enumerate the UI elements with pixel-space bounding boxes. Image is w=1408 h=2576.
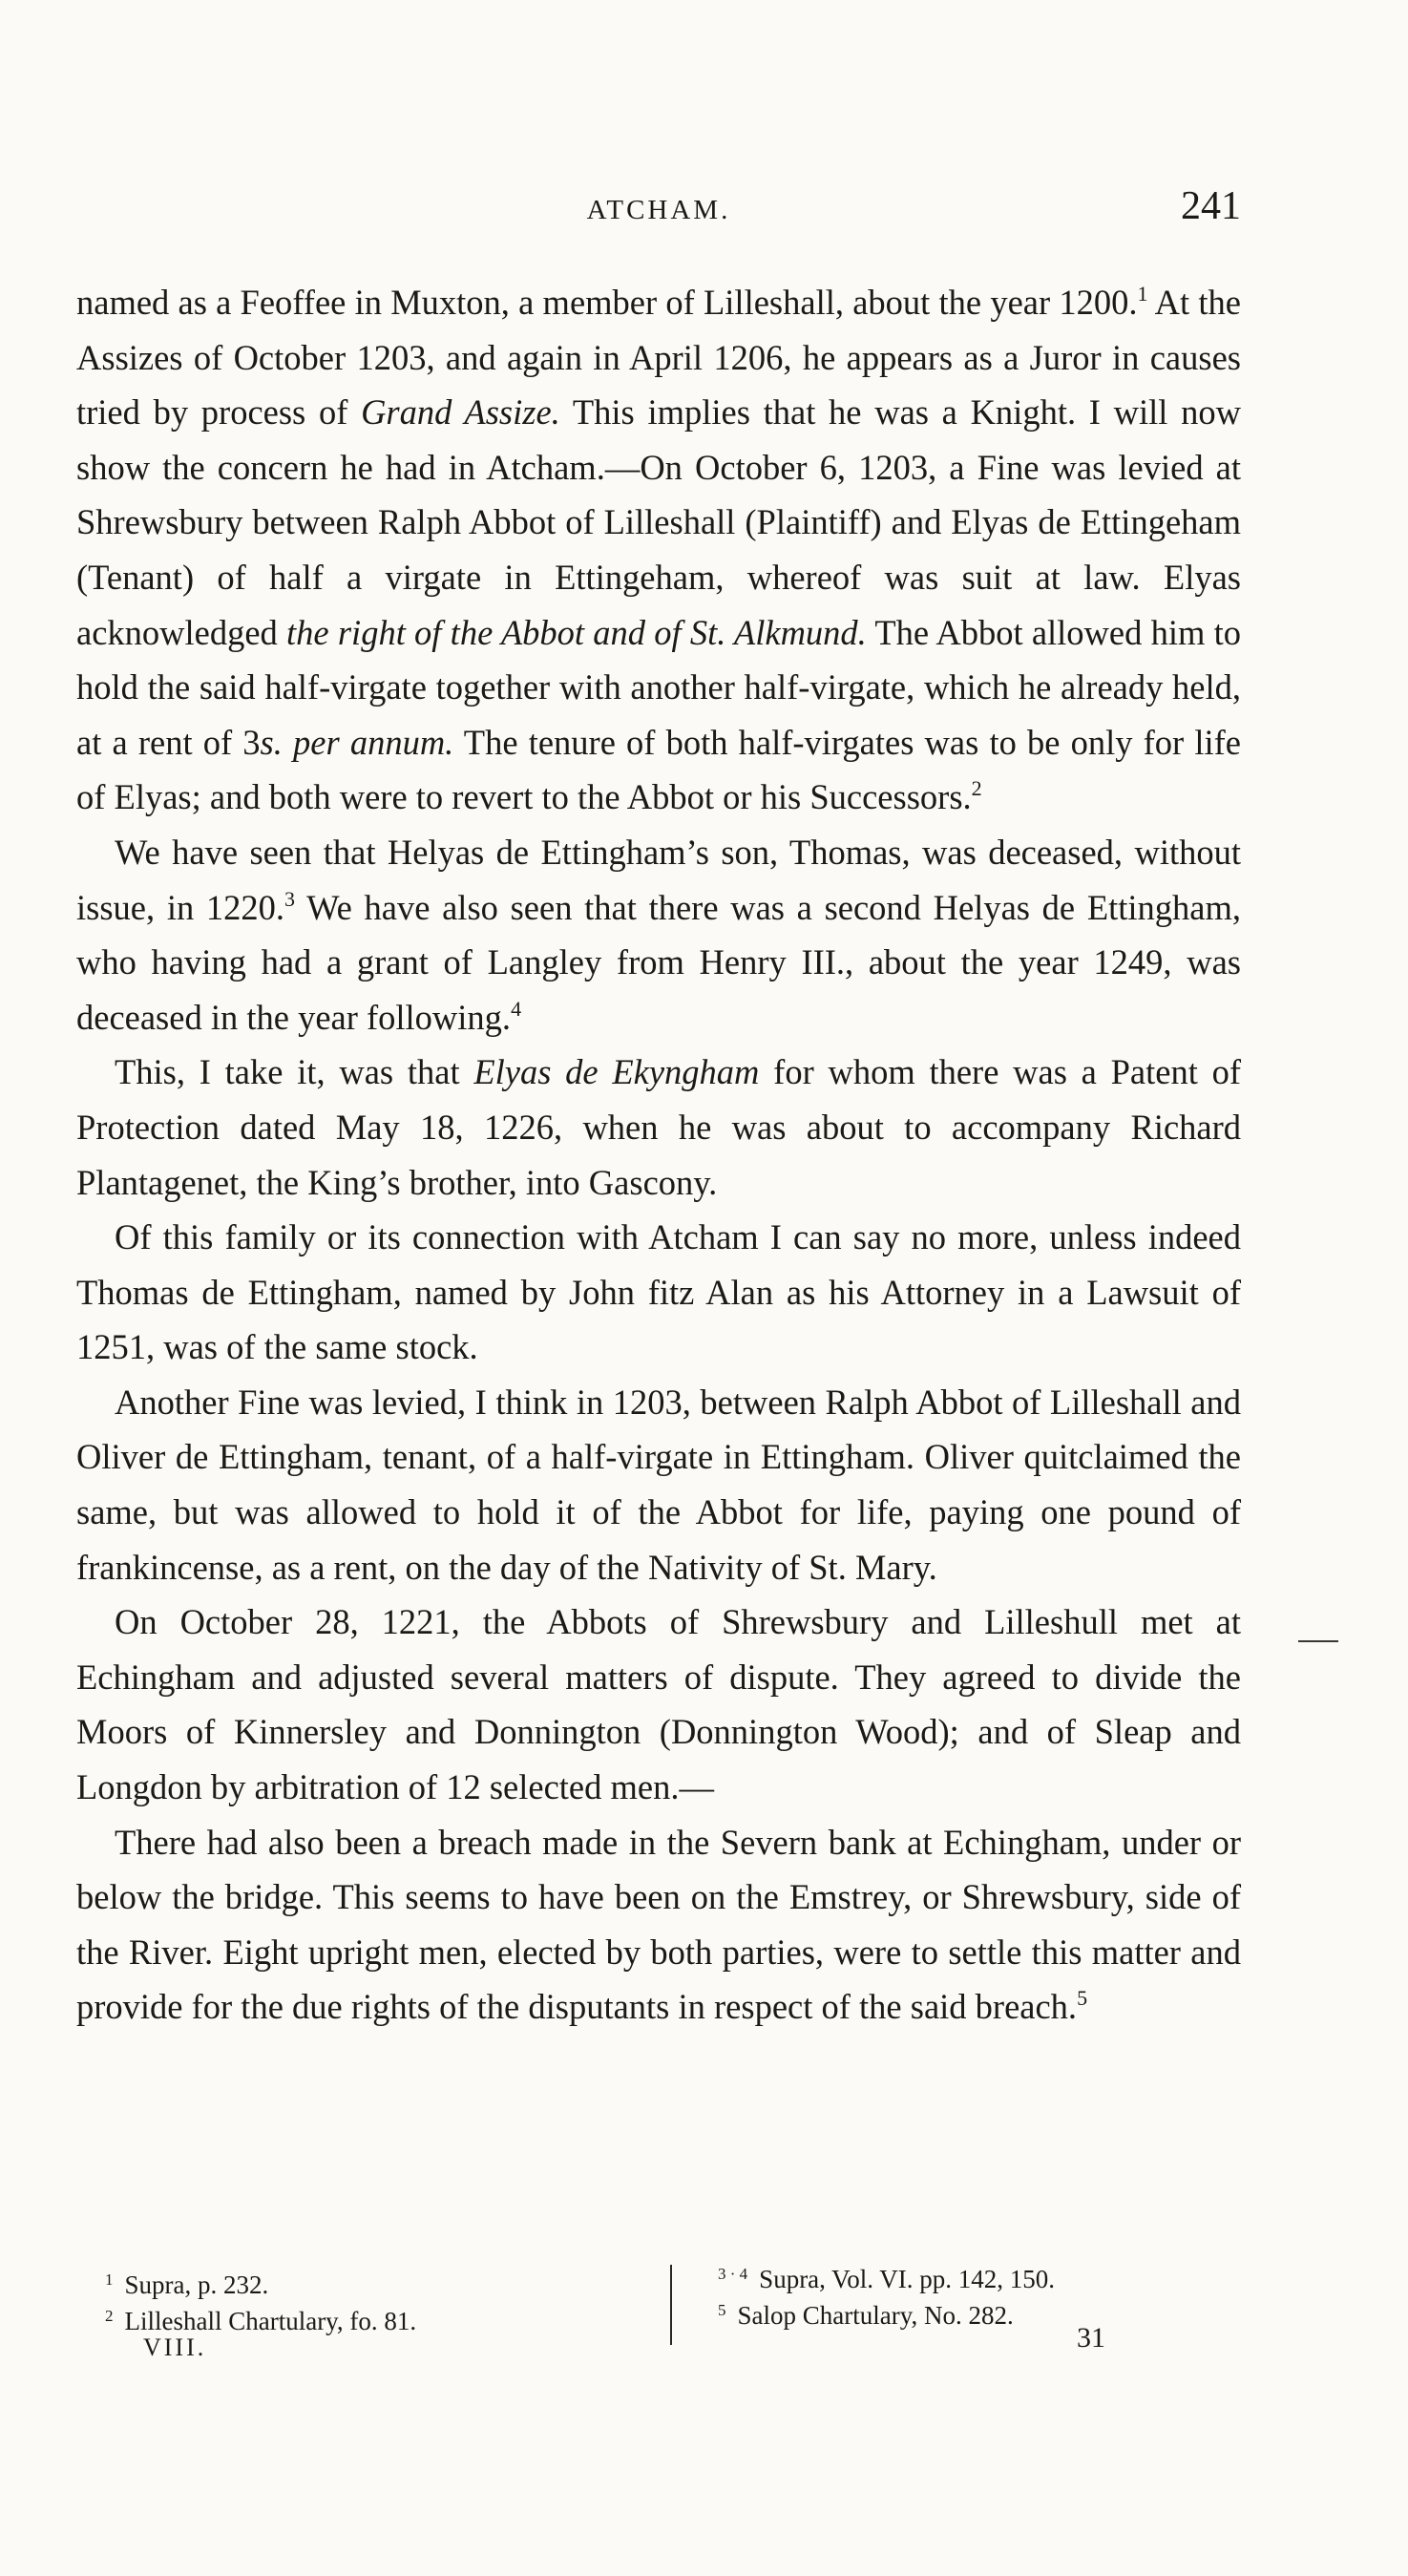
footnote-text: Lilleshall Chartulary, fo. 81. xyxy=(124,2307,417,2335)
text-run: This implies that he was a Knight. I will now show the concern he had in Atcham.—On October 6, 1203, a Fine was levied at Shrewsbury between Ralph Abbot of Lilleshall (Plaintiff) and Elyas de Ettingeham (Tenant) of half a virgate in Ettingeham, whereof was suit at law. Elyas acknowledged xyxy=(76,392,1241,652)
text-run: named as a Feoffee in Muxton, a member of Lilleshall, about the year 1200. xyxy=(76,283,1138,322)
italic-text: Grand Assize. xyxy=(361,392,560,433)
footnote-reference: 2 xyxy=(971,776,982,801)
text-run: Of this family or its connection with Atcham I can say no more, unless indeed Thomas de Ettingham, named by John fitz Alan as his Attorney in a Lawsuit of 1251, was of the same stock. xyxy=(76,1217,1241,1367)
paragraph xyxy=(76,1210,1241,1375)
footnote xyxy=(718,2261,1252,2297)
footnote xyxy=(105,2267,678,2303)
italic-text: Elyas de Ekyngham xyxy=(473,1052,760,1092)
footnote-text: Supra, p. 232. xyxy=(124,2270,269,2299)
paragraph xyxy=(76,1815,1241,2035)
footnotes xyxy=(76,2261,1241,2404)
running-head xyxy=(76,183,1241,241)
text-run: Another Fine was levied, I think in 1203, between Ralph Abbot of Lilleshall and Oliver de Ettingham, tenant, of a half-virgate in Ettingham. Oliver quitclaimed the same, but was allowed to hold it of the Abbot for life, paying one pound of frankincense, as a rent, on the day of the Nativity of St. Mary. xyxy=(76,1382,1241,1587)
paragraph xyxy=(76,275,1241,825)
footnote-reference: 3 xyxy=(284,886,296,911)
paragraph xyxy=(76,1045,1241,1210)
italic-text: the right of the Abbot and of St. Alkmund. xyxy=(286,612,867,652)
page-number: 241 xyxy=(1181,184,1241,228)
text-run: for whom there was a Patent of Protection dated May 18, 1226, when he was about to accompany Richard Plantagenet, the King’s brother, into Gascony. xyxy=(76,1052,1241,1202)
signature-mark: VIII. xyxy=(143,2333,207,2361)
text-run: At the Assizes of October 1203, and again in April 1206, he appears as a Juror in causes tried by process of xyxy=(76,283,1241,433)
footnote-text: Supra, Vol. VI. pp. 142, 150. xyxy=(759,2265,1055,2293)
footnote-reference: 5 xyxy=(1077,1986,1088,2011)
footnote-mark: 2 xyxy=(105,2307,114,2325)
text-run: The Abbot allowed him to hold the said half-virgate together with another half-virgate, which he already held, at a rent of 3 xyxy=(76,612,1241,762)
footnote xyxy=(718,2297,1252,2333)
italic-text: s. per annum. xyxy=(260,722,454,762)
text-run: The tenure of both half-virgates was to be only for life of Elyas; and both were to revert to the Abbot or his Successors. xyxy=(76,722,1241,817)
margin-dash xyxy=(1298,1640,1338,1642)
footnote-mark: 5 xyxy=(718,2301,726,2319)
paragraph xyxy=(76,1594,1241,1814)
footnote-mark: 3 · 4 xyxy=(718,2265,748,2283)
footnote-column-rule xyxy=(670,2265,672,2345)
sheet-number: 31 xyxy=(1077,2322,1105,2354)
text-run: We have seen that Helyas de Ettingham’s son, Thomas, was deceased, without issue, in 1220. xyxy=(76,832,1241,927)
footnote-mark: 1 xyxy=(105,2270,114,2289)
footnote-reference: 4 xyxy=(511,996,522,1021)
footnotes-right-column xyxy=(718,2261,1252,2333)
running-head-title: ATCHAM. xyxy=(586,195,731,225)
paragraph xyxy=(76,1375,1241,1594)
text-run: This, I take it, was that xyxy=(115,1052,474,1092)
text-run: On October 28, 1221, the Abbots of Shrewsbury and Lilleshull met at Echingham and adjusted several matters of dispute. They agreed to divide the Moors of Kinnersley and Donnington (Donnington Wood); and of Sleap and Longdon by arbitration of 12 selected men.— xyxy=(76,1602,1241,1807)
footnotes-left-column xyxy=(105,2267,678,2339)
footnote-reference: 1 xyxy=(1137,282,1148,306)
text-run: There had also been a breach made in the Severn bank at Echingham, under or below the bridge. This seems to have been on the Emstrey, or Shrewsbury, side of the River. Eight upright men, elected by both parties, were to settle this matter and provide for the due rights of the disputants in respect of the said breach. xyxy=(76,1822,1241,2027)
footnote-text: Salop Chartulary, No. 282. xyxy=(737,2301,1014,2330)
body-text xyxy=(76,275,1241,2035)
paragraph xyxy=(76,825,1241,1045)
text-run: We have also seen that there was a second Helyas de Ettingham, who having had a grant of Langley from Henry III., about the year 1249, was deceased in the year following. xyxy=(76,887,1241,1037)
